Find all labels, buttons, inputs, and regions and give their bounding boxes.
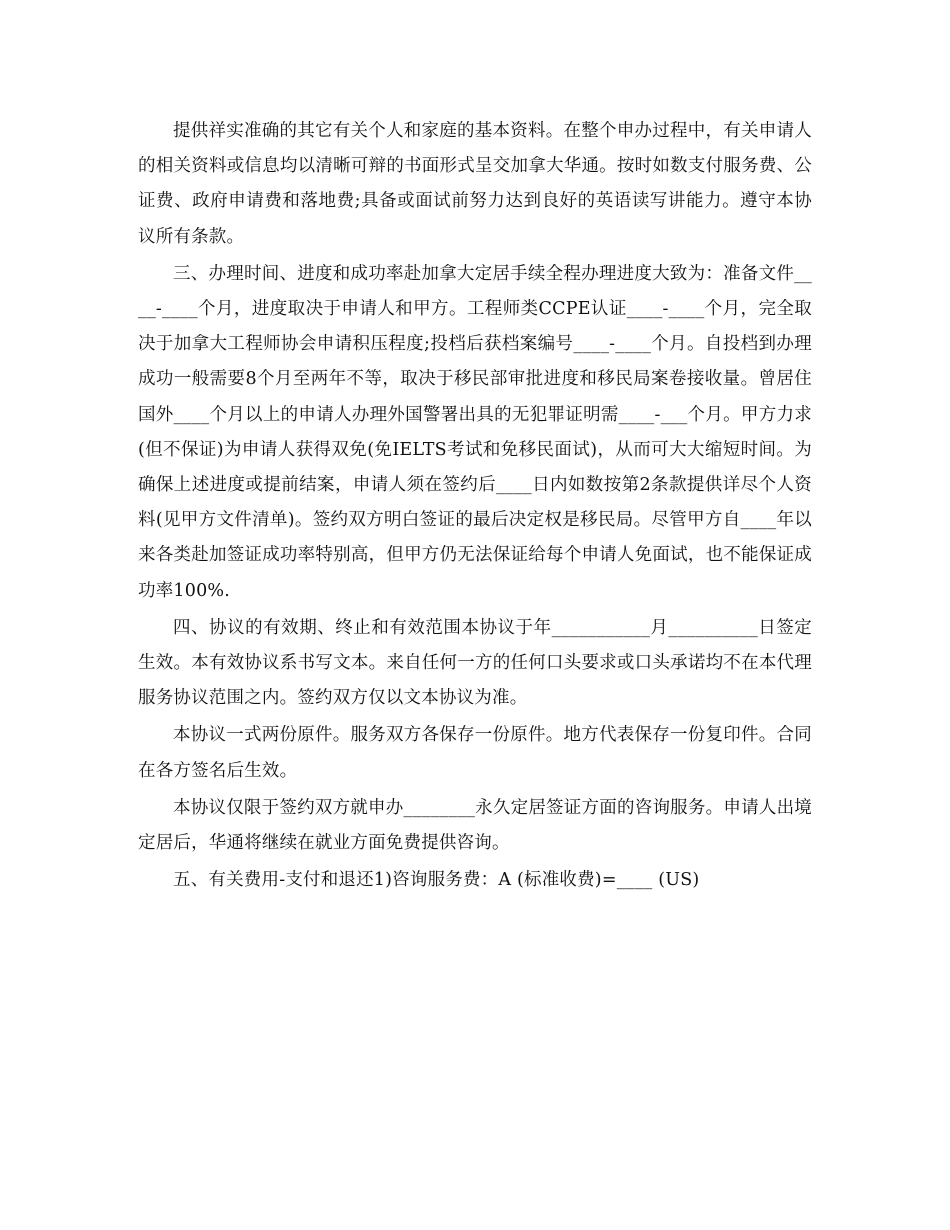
document-page [138,114,812,900]
paragraph-section-5-fees: 五、有关费用-支付和退还1)咨询服务费：A (标准收费)=____ (US) [173,870,700,891]
paragraph-section-4-validity: 四、协议的有效期、终止和有效范围本协议于年___________月__________日签定生效。本有效协议系书写文本。来自任何一方的任何口头要求或口头承诺均不在本代理服务协议范围之内。签约双方仅以文本协议为准。 [138,617,812,709]
paragraph-applicant-obligations: 提供祥实准确的其它有关个人和家庭的基本资料。在整个申办过程中，有关申请人的相关资料或信息均以清晰可辩的书面形式呈交加拿大华通。按时如数支付服务费、公证费、政府申请费和落地费;具备或面试前努力达到良好的英语读写讲能力。遵守本协议所有条款。 [138,121,812,247]
paragraph-section-3-timeline: 三、办理时间、进度和成功率赴加拿大定居手续全程办理进度大致为：准备文件____-____个月，进度取决于申请人和甲方。工程师类CCPE认证____-____个月，完全取决于加拿大工程师协会申请积压程度;投档后获档案编号____-____个月。自投档到办理成功一般需要8个月至两年不等，取决于移民部审批进度和移民局案卷接收量。曾居住国外____个月以上的申请人办理外国警署出具的无犯罪证明需____-___个月。甲方力求(但不保证)为申请人获得双免(免IELTS考试和免移民面试)，从而可大大缩短时间。为确保上述进度或提前结案，申请人须在签约后____日内如数按第2条款提供详尽个人资料(见甲方文件清单)。签约双方明白签证的最后决定权是移民局。尽管甲方自____年以来各类赴加签证成功率特别高，但甲方仍无法保证给每个申请人免面试，也不能保证成功率100%. [138,263,812,601]
paragraph-copies: 本协议一式两份原件。服务双方各保存一份原件。地方代表保存一份复印件。合同在各方签名后生效。 [138,725,812,781]
paragraph-scope: 本协议仅限于签约双方就申办________永久定居签证方面的咨询服务。申请人出境定居后，华通将继续在就业方面免费提供咨询。 [138,797,812,854]
